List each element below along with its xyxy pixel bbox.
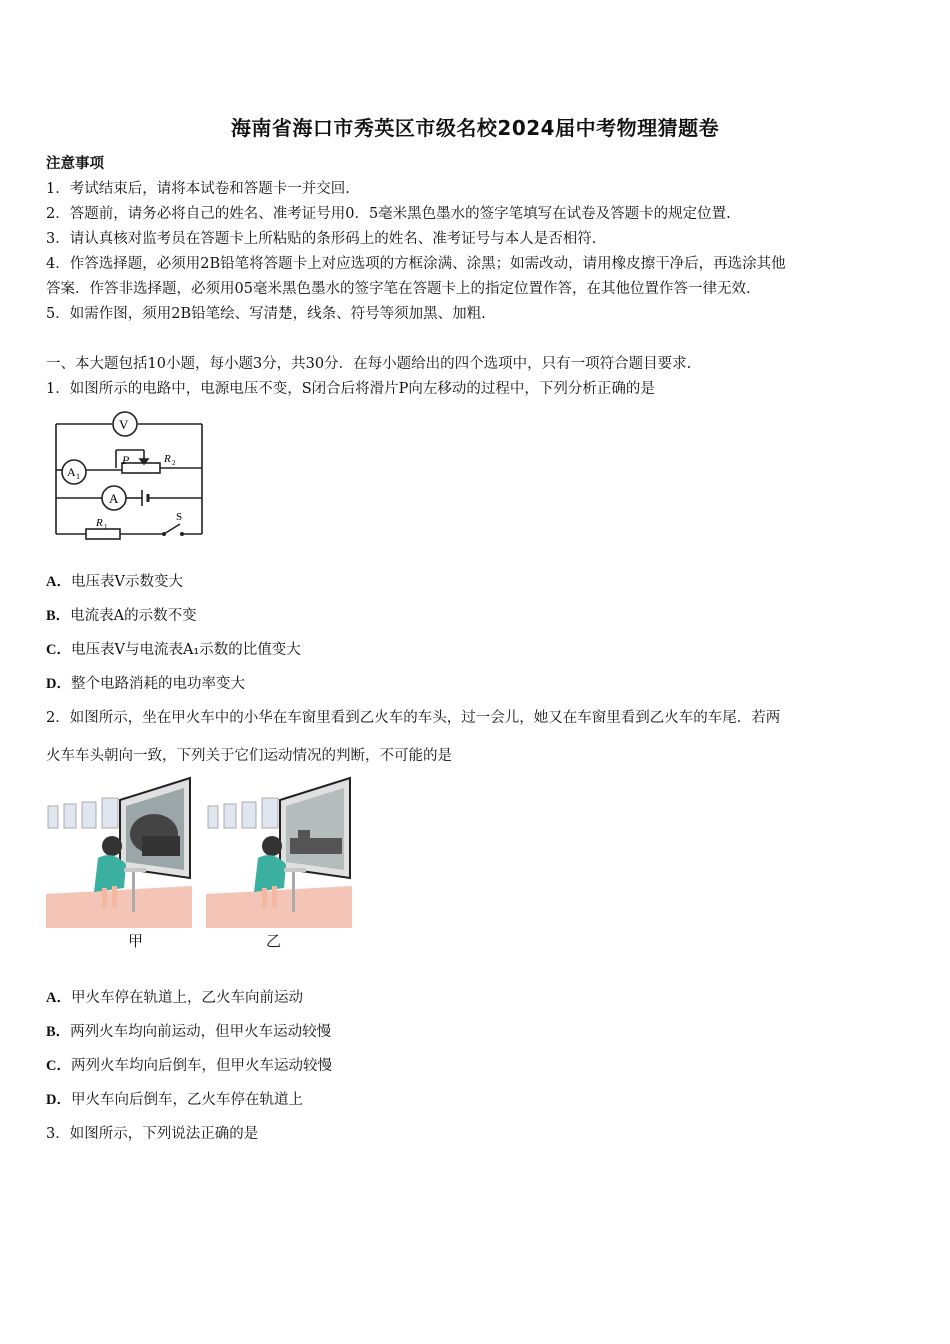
option-text: 整个电路消耗的电功率变大 [70, 676, 245, 692]
option-letter: A． [46, 990, 71, 1006]
option-text: 电流表A的示数不变 [70, 608, 197, 624]
notice-heading: 注意事项 [46, 155, 104, 172]
question-2-stem-line1: 2．如图所示，坐在甲火车中的小华在车窗里看到乙火车的车头，过一会儿，她又在车窗里看到乙火车的车尾．若两 [46, 710, 781, 726]
option-letter: B． [46, 1024, 71, 1040]
q1-option-b [46, 604, 197, 625]
option-text: 电压表V与电流表A₁示数的比值变大 [70, 642, 301, 658]
ammeter-a1-subscript: 1 [76, 472, 80, 481]
q2-option-d [46, 1088, 303, 1109]
q2-option-a [46, 986, 303, 1007]
notice-item: 3．请认真核对监考员在答题卡上所粘贴的条形码上的姓名、准考证号与本人是否相符. [46, 231, 597, 247]
option-letter: D． [46, 1092, 71, 1108]
question-3-stem: 3．如图所示，下列说法正确的是 [46, 1126, 259, 1142]
question-1-stem: 1．如图所示的电路中，电源电压不变，S闭合后将滑片P向左移动的过程中，下列分析正确的是 [46, 381, 655, 397]
option-letter: C． [46, 642, 71, 658]
switch-s-label: S [176, 511, 183, 523]
caption-yi: 乙 [266, 932, 282, 950]
notice-item: 2．答题前，请务必将自己的姓名、准考证号用0．5毫米黑色墨水的签字笔填写在试卷及答题卡的规定位置. [46, 206, 731, 222]
option-text: 两列火车均向前运动，但甲火车运动较慢 [70, 1024, 332, 1040]
page-title: 海南省海口市秀英区市级名校2024届中考物理猜题卷 [230, 116, 720, 140]
q1-option-a [46, 570, 183, 591]
resistor-r1-label: R [96, 517, 103, 529]
option-text: 两列火车均向后倒车，但甲火车运动较慢 [70, 1058, 332, 1074]
q2-option-b [46, 1020, 331, 1041]
notice-item: 1．考试结束后，请将本试卷和答题卡一并交回. [46, 181, 350, 197]
circuit-diagram [46, 410, 208, 540]
notice-item: 答案．作答非选择题，必须用05毫米黑色墨水的签字笔在答题卡上的指定位置作答，在其他位置作答一律无效. [46, 281, 751, 297]
ammeter-a-label: A [109, 491, 119, 506]
notice-item: 4．作答选择题，必须用2B铅笔将答题卡上对应选项的方框涂满、涂黑；如需改动，请用橡皮擦干净后，再选涂其他 [46, 256, 786, 272]
q2-option-c [46, 1054, 332, 1075]
train-illustration-yi [206, 776, 352, 928]
train-illustration-jia [46, 776, 192, 928]
question-2-stem-line2: 火车车头朝向一致，下列关于它们运动情况的判断，不可能的是 [46, 748, 452, 764]
section-heading: 一、本大题包括10小题，每小题3分，共30分．在每小题给出的四个选项中，只有一项符合题目要求. [46, 356, 692, 372]
option-letter: C． [46, 1058, 71, 1074]
q1-option-d [46, 672, 245, 693]
voltmeter-label: V [119, 417, 129, 432]
resistor-r2-label: R [164, 453, 171, 465]
caption-jia: 甲 [128, 932, 144, 950]
option-text: 电压表V示数变大 [70, 574, 183, 590]
option-letter: D． [46, 676, 71, 692]
option-letter: A． [46, 574, 71, 590]
resistor-r2-subscript: 2 [172, 459, 176, 467]
slider-p-label: P [122, 453, 130, 467]
option-text: 甲火车停在轨道上，乙火车向前运动 [70, 990, 303, 1006]
resistor-r1-subscript: 1 [104, 523, 108, 531]
q1-option-c [46, 638, 301, 659]
notice-item: 5．如需作图，须用2B铅笔绘、写清楚，线条、符号等须加黑、加粗. [46, 306, 486, 322]
option-text: 甲火车向后倒车，乙火车停在轨道上 [70, 1092, 303, 1108]
ammeter-a1-label: A [67, 465, 76, 479]
option-letter: B． [46, 608, 71, 624]
